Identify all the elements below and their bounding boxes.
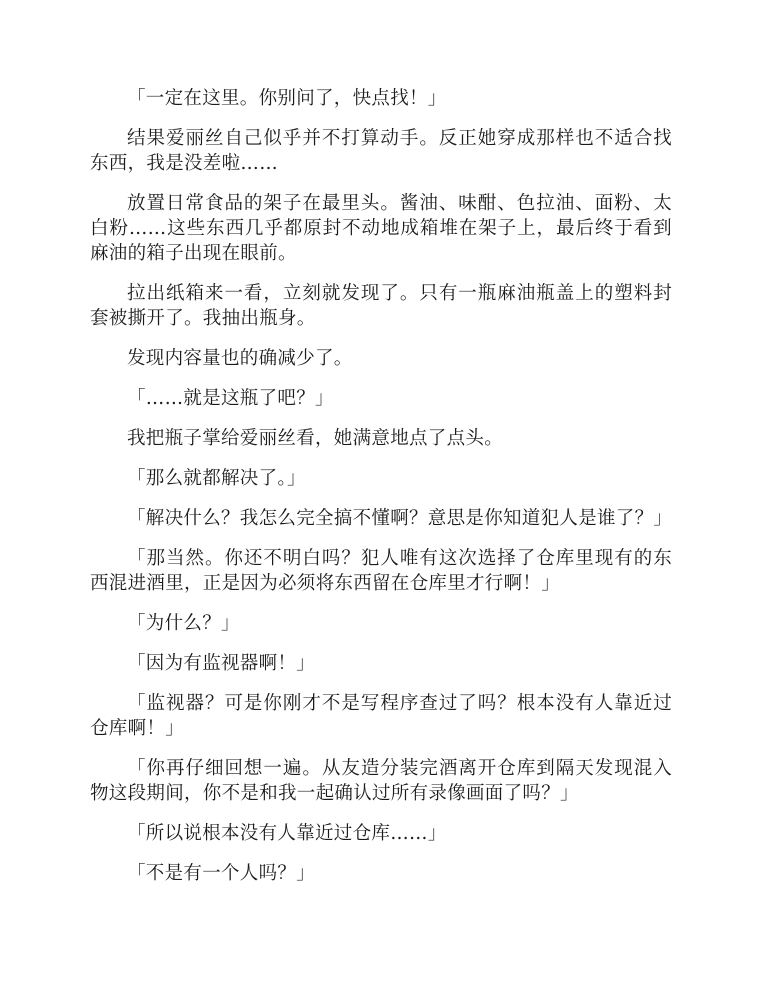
paragraph: 我把瓶子掌给爱丽丝看，她满意地点了点头。 xyxy=(127,428,504,449)
paragraph: 「因为有监视器啊！」 xyxy=(127,653,316,674)
paragraph: 「……就是这瓶了吧？」 xyxy=(127,388,334,409)
paragraph: 「解决什么？我怎么完全搞不懂啊？意思是你知道犯人是谁了？」 xyxy=(127,508,673,529)
paragraph: 拉出纸箱来一看，立刻就发现了。只有一瓶麻油瓶盖上的塑料封套被撕开了。我抽出瓶身。 xyxy=(90,283,672,329)
paragraph: 发现内容量也的确减少了。 xyxy=(127,348,353,369)
paragraph: 结果爱丽丝自己似乎并不打算动手。反正她穿成那样也不适合找东西，我是没差啦…… xyxy=(90,128,672,174)
paragraph: 「不是有一个人吗？」 xyxy=(127,863,316,884)
paragraph: 放置日常食品的架子在最里头。酱油、味酣、色拉油、面粉、太白粉……这些东西几乎都原封不动地成箱堆在架子上，最后终于看到麻油的箱子出现在眼前。 xyxy=(90,193,672,264)
paragraph: 「那么就都解决了。」 xyxy=(127,468,306,489)
paragraph: 「所以说根本没有人靠近过仓库……」 xyxy=(127,823,447,844)
text-body xyxy=(90,86,672,901)
paragraph: 「为什么？」 xyxy=(127,613,240,634)
paragraph: 「一定在这里。你别问了，快点找！」 xyxy=(127,88,447,109)
paragraph: 「那当然。你还不明白吗？犯人唯有这次选择了仓库里现有的东西混进酒里，正是因为必须将东西留在仓库里才行啊！」 xyxy=(90,548,672,594)
paragraph: 「监视器？可是你刚才不是写程序查过了吗？根本没有人靠近过仓库啊！」 xyxy=(90,693,672,739)
paragraph: 「你再仔细回想一遍。从友造分装完酒离开仓库到隔天发现混入物这段期间，你不是和我一起确认过所有录像画面了吗？」 xyxy=(90,758,672,804)
